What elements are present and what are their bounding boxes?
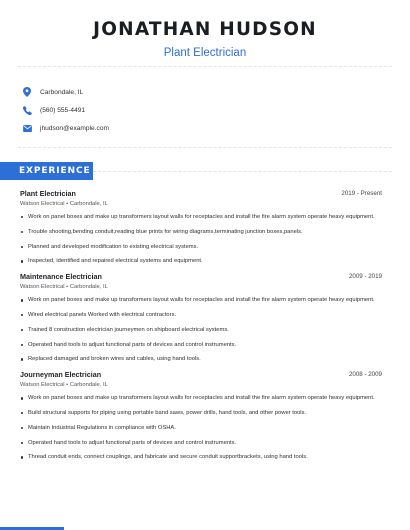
job-company: Watson Electrical • Carbondale, IL — [20, 201, 108, 207]
candidate-name: JONATHAN HUDSON — [93, 19, 317, 40]
location-text: Carbondale, IL — [40, 88, 84, 96]
job-bullet: Build structural supports for piping using portable band saws, power drills, hand tools, and other power tools. — [20, 409, 382, 418]
job-title: Plant Electrician — [20, 189, 76, 198]
job-company: Watson Electrical • Carbondale, IL — [20, 284, 108, 291]
email-text[interactable]: jhudson@example.com — [40, 124, 110, 132]
job-bullet: Operated hand tools to adjust functional parts of devices and control instruments. — [20, 341, 382, 350]
job-bullet: Maintain Industrial Regulations in compliance with OSHA. — [20, 424, 382, 433]
job-title: Journeyman Electrician — [20, 370, 102, 380]
job-bullet: Thread conduit ends, connect couplings, and fabricate and secure conduit supportbrackets, using hand tools. — [20, 453, 382, 462]
job-bullets — [20, 394, 382, 462]
job-dates: 2009 - 2019 — [348, 273, 382, 281]
contact-info — [22, 83, 109, 137]
job-bullet: Work on panel boxes and make up transformers layout walls for receptacles and install the fire alarm system operate heavy equipment. — [20, 296, 382, 305]
job-bullet: Trained 8 construction electrician journeymen on shipboard electrical systems. — [20, 326, 382, 335]
phone-text[interactable]: (560) 555-4491 — [40, 106, 86, 114]
job-entry — [20, 271, 382, 364]
job-entry — [20, 188, 382, 266]
job-bullet: Inspected, identified and repaired electrical systems and equipment. — [20, 257, 382, 266]
job-title: Maintenance Electrician — [20, 272, 102, 282]
location-pin-icon — [22, 87, 32, 97]
job-bullets — [20, 296, 382, 364]
contact-divider — [18, 147, 392, 148]
job-bullet: Operated hand tools to adjust functional parts of devices and control instruments. — [20, 439, 382, 448]
job-bullet: Work on panel boxes and make up transformers layout walls for receptacles and install the fire alarm system operate heavy equipment. — [20, 213, 382, 222]
job-company: Watson Electrical • Carbondale, IL — [20, 382, 108, 389]
contact-phone — [22, 101, 109, 119]
job-bullet: Planned and developed modification to existing electrical systems. — [20, 243, 382, 252]
email-icon — [22, 123, 32, 133]
header-divider — [18, 66, 392, 67]
contact-location — [22, 83, 109, 101]
experience-heading: EXPERIENCE — [0, 162, 93, 180]
job-dates: 2019 - Present — [341, 190, 382, 197]
job-dates: 2008 - 2009 — [348, 371, 382, 379]
resume-header — [0, 0, 410, 60]
job-entry — [20, 369, 382, 462]
job-bullet: Work on panel boxes and make up transformers layout walls for receptacles and install the fire alarm system operate heavy equipment. — [20, 394, 382, 403]
job-bullet: Replaced damaged and broken wires and cables, using hand tools. — [20, 355, 382, 364]
experience-rule — [93, 171, 392, 172]
job-bullet: Trouble shooting,bending conduit,reading blue prints for wiring diagrams,terminating junction boxes,panels. — [20, 228, 382, 237]
job-bullet: Wired electrical panels Worked with electrical contractors. — [20, 311, 382, 320]
experience-list — [20, 188, 382, 468]
candidate-role: Plant Electrician — [163, 47, 247, 59]
phone-icon — [22, 105, 32, 115]
job-bullets — [20, 213, 382, 266]
contact-email — [22, 119, 109, 137]
